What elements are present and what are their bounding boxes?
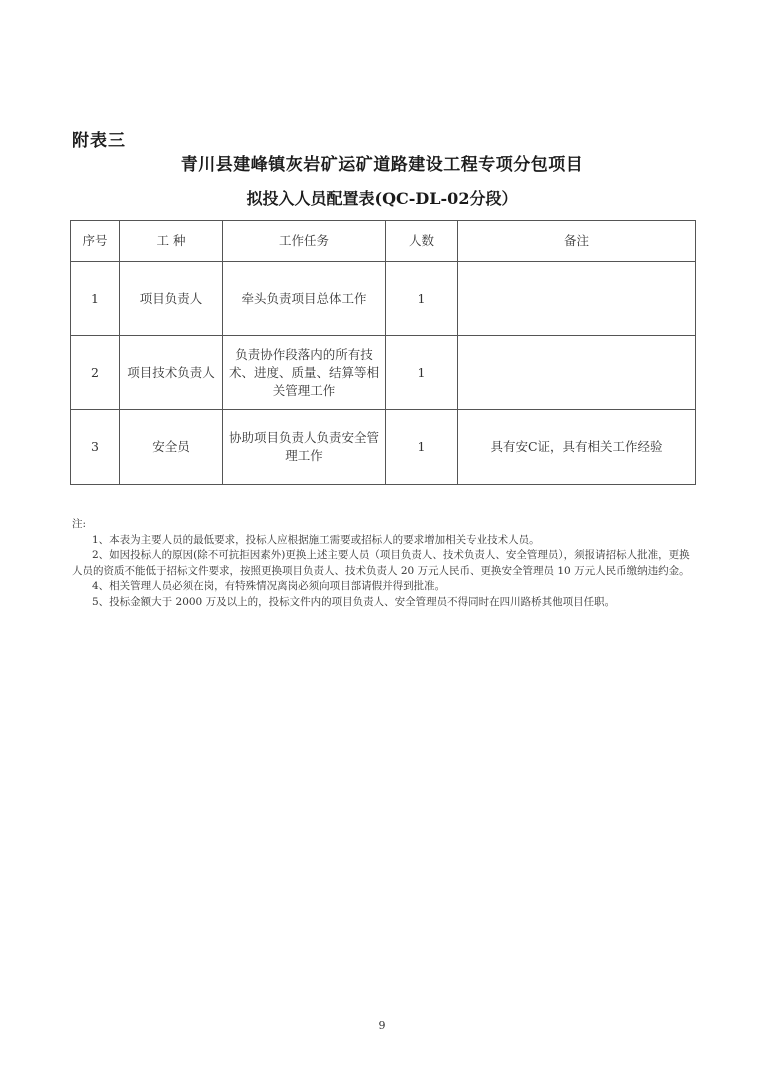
appendix-label: 附表三	[72, 131, 126, 151]
document-subtitle: 拟投入人员配置表(QC-DL-02分段）	[246, 189, 518, 208]
table-row	[71, 262, 696, 336]
cell-role: 安全员	[120, 410, 223, 485]
header-role: 工 种	[120, 221, 223, 262]
cell-count: 1	[386, 262, 458, 336]
cell-no: 1	[71, 262, 120, 336]
table-header-row	[71, 221, 696, 262]
notes-section	[72, 517, 697, 610]
cell-task: 牵头负责项目总体工作	[223, 262, 386, 336]
table-row	[71, 336, 696, 410]
cell-role: 项目负责人	[120, 262, 223, 336]
header-no: 序号	[71, 221, 120, 262]
staff-allocation-table	[70, 220, 696, 485]
cell-count: 1	[386, 336, 458, 410]
note-item: 1、本表为主要人员的最低要求，投标人应根据施工需要或招标人的要求增加相关专业技术人员。	[92, 533, 540, 546]
cell-count: 1	[386, 410, 458, 485]
note-item: 5、投标金额大于 2000 万及以上的，投标文件内的项目负责人、安全管理员不得同时在四川路桥其他项目任职。	[92, 595, 616, 608]
cell-role: 项目技术负责人	[120, 336, 223, 410]
cell-task: 负责协作段落内的所有技术、进度、质量、结算等相关管理工作	[223, 336, 386, 410]
header-count: 人数	[386, 221, 458, 262]
header-task: 工作任务	[223, 221, 386, 262]
header-remark: 备注	[458, 221, 696, 262]
document-title: 青川县建峰镇灰岩矿运矿道路建设工程专项分包项目	[180, 155, 584, 175]
cell-no: 2	[71, 336, 120, 410]
cell-remark: 具有安C证，具有相关工作经验	[458, 410, 696, 485]
page-number: 9	[378, 1019, 386, 1032]
note-item: 4、相关管理人员必须在岗，有特殊情况离岗必须向项目部请假并得到批准。	[92, 580, 446, 592]
cell-no: 3	[71, 410, 120, 485]
cell-task: 协助项目负责人负责安全管理工作	[223, 410, 386, 485]
table-row	[71, 410, 696, 485]
note-item: 2、如因投标人的原因(除不可抗拒因素外)更换上述主要人员（项目负责人、技术负责人、安全管理员），须报请招标人批准，更换人员的资质不能低于招标文件要求，按照更换项目负责人、技术负责人 20 万元人民币、更换安全管理员 10 万元人民币缴纳违约金。	[72, 549, 690, 577]
notes-label: 注:	[72, 518, 87, 530]
cell-remark	[458, 262, 696, 336]
cell-remark	[458, 336, 696, 410]
